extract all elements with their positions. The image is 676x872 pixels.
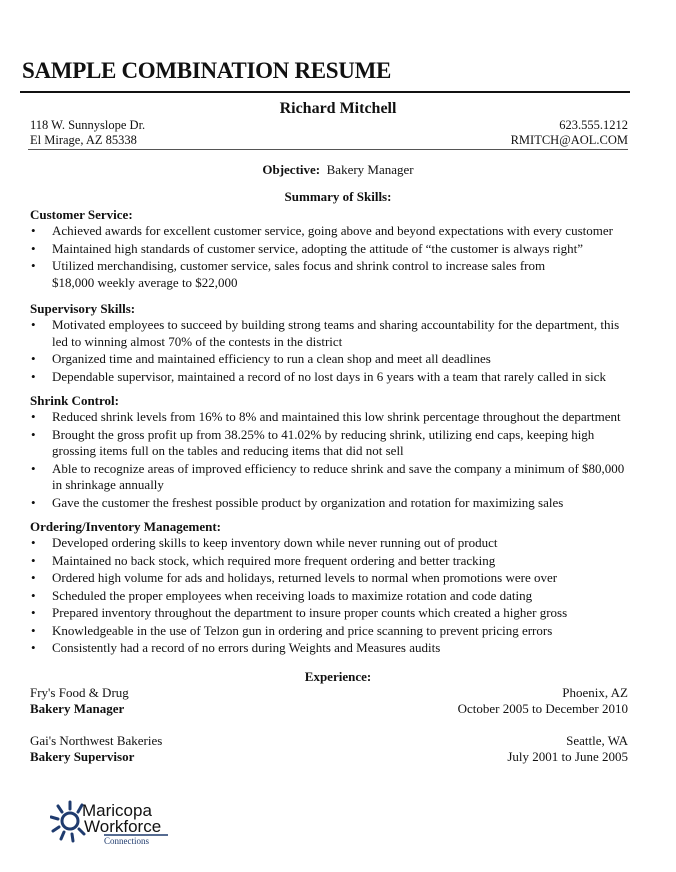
list-item: • Scheduled the proper employees when receiving loads to maximize rotation and code dating (30, 588, 630, 605)
section-heading: Ordering/Inventory Management: (30, 519, 222, 534)
objective-label: Objective: (262, 162, 321, 177)
list-item: • Gave the customer the freshest possible product by organization and rotation for maximizing sales (30, 495, 630, 512)
section-shrink-control (30, 392, 630, 512)
maricopa-workforce-logo (50, 796, 170, 850)
experience-employer-row (30, 733, 628, 749)
section-supervisory-skills (30, 300, 630, 386)
candidate-name: Richard Mitchell (279, 100, 397, 117)
job-title: Bakery Supervisor (30, 749, 135, 764)
experience-heading: Experience: (304, 669, 372, 684)
list-item: • Achieved awards for excellent customer service, going above and beyond expectations with every customer (30, 223, 630, 240)
logo-line3: Connections (104, 836, 149, 846)
employer: Fry's Food & Drug (30, 685, 129, 700)
objective (0, 162, 676, 178)
list-item: • Organized time and maintained efficiency to run a clean shop and meet all deadlines (30, 351, 630, 368)
header-divider (28, 149, 628, 150)
sun-icon (50, 796, 170, 846)
logo-line1: Maricopa (82, 801, 152, 820)
list-item: • Prepared inventory throughout the department to insure proper counts which created a higher gross (30, 605, 630, 622)
list-item: • Maintained high standards of customer service, adopting the attitude of “the customer is always right” (30, 241, 630, 258)
experience-title-row (30, 749, 628, 765)
address-line2: El Mirage, AZ 85338 (30, 133, 137, 147)
phone: 623.555.1212 (559, 118, 628, 132)
experience-title-row (30, 701, 628, 717)
list-item: • Developed ordering skills to keep inventory down while never running out of product (30, 535, 630, 552)
objective-value: Bakery Manager (326, 162, 414, 177)
section-heading: Customer Service: (30, 207, 133, 222)
list-item: • Ordered high volume for ads and holidays, returned levels to normal when promotions were over (30, 570, 630, 587)
address (30, 118, 145, 148)
title-divider (20, 91, 630, 93)
section-heading: Supervisory Skills: (30, 301, 136, 316)
list-item: • Motivated employees to succeed by building strong teams and sharing accountability for the department, this led to winning almost 70% of the contests in the district (30, 317, 630, 350)
employer: Gai's Northwest Bakeries (30, 733, 163, 748)
list-item: • Dependable supervisor, maintained a record of no lost days in 6 years with a team that rarely called in sick (30, 369, 630, 386)
address-line1: 118 W. Sunnyslope Dr. (30, 118, 146, 132)
list-item: • Utilized merchandising, customer service, sales focus and shrink control to increase sales from $18,000 weekly average to $22,000 (30, 258, 630, 291)
location: Seattle, WA (566, 733, 628, 748)
section-heading: Shrink Control: (30, 393, 119, 408)
list-item: • Able to recognize areas of improved efficiency to reduce shrink and save the company a minimum of $80,000 in shrinkage annually (30, 461, 630, 494)
section-ordering-inventory (30, 518, 630, 658)
experience-employer-row (30, 685, 628, 701)
location: Phoenix, AZ (562, 685, 628, 700)
dates: October 2005 to December 2010 (457, 701, 628, 716)
list-item: • Brought the gross profit up from 38.25% to 41.02% by reducing shrink, utilizing end caps, keeping high grossing items full on the tables and reducing items that did not sell (30, 427, 630, 460)
summary-heading: Summary of Skills: (284, 189, 392, 204)
document-title: SAMPLE COMBINATION RESUME (22, 58, 392, 83)
job-title: Bakery Manager (30, 701, 125, 716)
dates: July 2001 to June 2005 (507, 749, 628, 764)
list-item: • Maintained no back stock, which required more frequent ordering and better tracking (30, 553, 630, 570)
section-customer-service (30, 206, 630, 292)
list-item: • Knowledgeable in the use of Telzon gun in ordering and price scanning to prevent pricing errors (30, 623, 630, 640)
list-item: • Consistently had a record of no errors during Weights and Measures audits (30, 640, 630, 657)
logo-line2: Workforce (84, 817, 162, 836)
email: RMITCH@AOL.COM (510, 133, 628, 147)
list-item: • Reduced shrink levels from 16% to 8% and maintained this low shrink percentage throughout the department (30, 409, 630, 426)
contact-info (511, 118, 628, 148)
